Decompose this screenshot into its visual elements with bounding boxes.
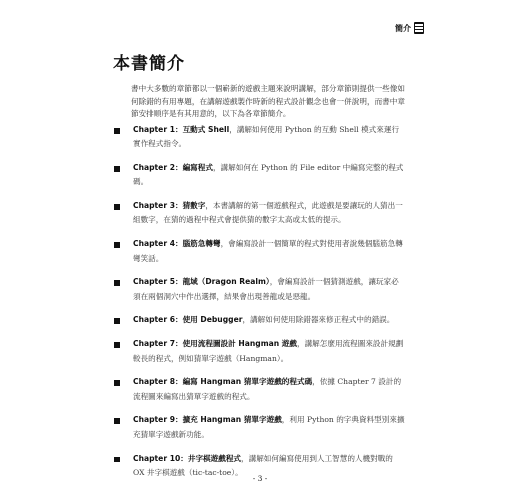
chapter-title: Chapter 9：擴充 Hangman 猜單字遊戲 <box>133 415 282 425</box>
chapter-item <box>114 123 406 152</box>
chapter-title: Chapter 8：編寫 Hangman 猜單字遊戲的程式碼 <box>133 377 313 387</box>
chapter-description: ，依據 Chapter 7 設計的流程圖來編寫出猜單字遊戲的程式。 <box>133 377 402 401</box>
chapter-description: ，講解如何編寫使用到人工智慧的人機對戰的 OX 井字棋遊戲（tic-tac-toe）。 <box>133 453 393 477</box>
chapter-description: ，利用 Python 的字典資料型別來擴充猜單字遊戲新功能。 <box>133 415 405 439</box>
chapter-item <box>114 199 406 228</box>
chapter-title: Chapter 5：龍域（Dragon Realm） <box>133 277 270 287</box>
chapter-title: Chapter 10：井字棋遊戲程式 <box>133 453 242 463</box>
chapter-title: Chapter 7：使用流程圖設計 Hangman 遊戲 <box>133 339 297 349</box>
chapter-item <box>114 413 406 442</box>
page-title: 本書簡介 <box>113 54 185 74</box>
chapter-title: Chapter 1：互動式 Shell <box>133 125 230 134</box>
square-bullet-icon <box>114 128 120 134</box>
chapter-title: Chapter 3：猜數字 <box>133 201 206 211</box>
chapter-item <box>114 161 406 190</box>
square-bullet-icon <box>114 418 120 424</box>
chapter-title: Chapter 6：使用 Debugger <box>133 315 243 325</box>
running-header <box>395 22 424 34</box>
page-number: - 3 - <box>252 474 268 483</box>
header-section-title: 簡介 <box>395 23 411 33</box>
chapter-title: Chapter 2：編寫程式 <box>133 163 213 173</box>
square-bullet-icon <box>114 166 120 172</box>
chapter-list <box>114 123 406 480</box>
chapter-description: ，本書講解的第一個遊戲程式，此遊戲是要讓玩的人猜出一組數字，在猜的過程中程式會提供猜的數字太高或太低的提示。 <box>133 201 403 225</box>
square-bullet-icon <box>114 280 120 286</box>
chapter-item <box>114 275 406 304</box>
chapter-description: ，會編寫設計一個猜測遊戲，讓玩家必須在兩個洞穴中作出選擇，結果會出現善龍或是惡龍。 <box>133 277 399 301</box>
square-bullet-icon <box>114 380 120 386</box>
chapter-description: ，會編寫設計一個簡單的程式對使用者說幾個腦筋急轉彎笑話。 <box>133 239 403 263</box>
square-bullet-icon <box>114 242 120 248</box>
chapter-item <box>114 237 406 266</box>
square-bullet-icon <box>114 318 120 324</box>
chapter-item <box>114 313 406 327</box>
chapter-description: ，講解如何在 Python 的 File editor 中編寫完整的程式碼。 <box>133 163 404 187</box>
chapter-item <box>114 337 406 366</box>
intro-paragraph: 書中大多數的章節都以一個嶄新的遊戲主題來說明講解，部分章節則提供一些像如何除錯的有用專題，在講解遊戲製作時新的程式設計觀念也會一併說明，而書中章節安排順序是有其用意的，以下為各章節簡介。 <box>131 84 405 118</box>
square-bullet-icon <box>114 204 120 210</box>
square-bullet-icon <box>114 342 120 348</box>
book-icon <box>414 22 424 34</box>
square-bullet-icon <box>114 457 120 463</box>
chapter-description: ，講解如何使用 Python 的互動 Shell 模式來運行實作程式指令。 <box>133 125 400 149</box>
chapter-title: Chapter 4：腦筋急轉彎 <box>133 239 221 249</box>
chapter-description: ，講解如何使用除錯器來修正程式中的錯誤。 <box>242 315 395 325</box>
chapter-item <box>114 375 406 404</box>
chapter-description: ，講解怎麼用流程圖來設計規劃較長的程式，例如猜單字遊戲（Hangman）。 <box>133 339 404 363</box>
